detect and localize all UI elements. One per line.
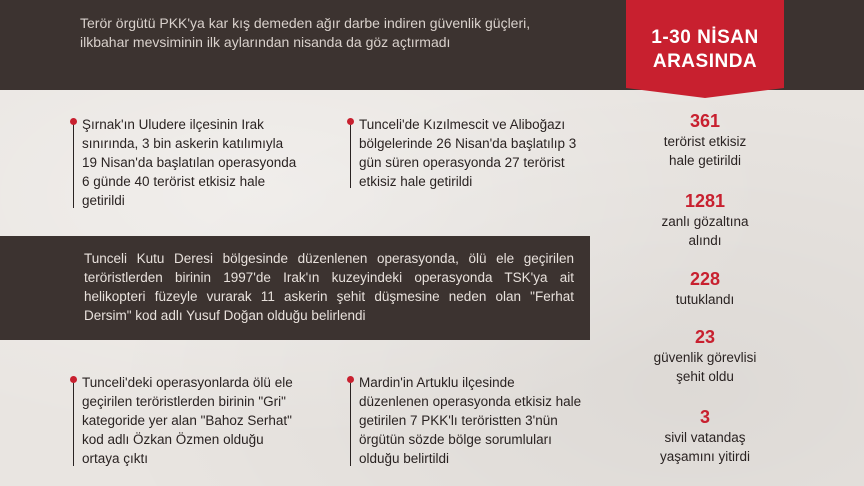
stat-number: 228 (689, 269, 721, 289)
tunceli-gri-text: Tunceli'deki operasyonlarda ölü ele geçirilen teröristlerden birinin "Gri" kategoride yer alan "Bahoz Serhat" kod adlı Özkan Özmen olduğu ortaya çıktı (82, 375, 293, 466)
timeline-line (73, 380, 74, 466)
stat-number: 3 (699, 407, 710, 427)
stat-number: 23 (694, 327, 716, 347)
timeline-line (350, 122, 351, 188)
kutu-deresi-text: Tunceli Kutu Deresi bölgesinde düzenlenen operasyonda, ölü ele geçirilen teröristlerden birinin 1997'de Irak'ın kuzeyindeki operasyonda TSK'ya ait helikopteri füzeyle vurarak 11 askerin şehit düşmesine neden olan "Ferhat Dersim" kod adlı Yusuf Doğan olduğu belirlendi (84, 251, 574, 323)
date-ribbon-tail (626, 88, 784, 98)
ribbon-line-1: 1-30 NİSAN (651, 27, 759, 48)
stat-detained (626, 190, 784, 250)
sirnak-operation-text: Şırnak'ın Uludere ilçesinin Irak sınırında, 3 bin askerin katılımıyla 19 Nisan'da başlatılan operasyonda 6 günde 40 terörist etkisiz hale getirildi (82, 117, 297, 208)
stat-civilians-died (626, 406, 784, 466)
ribbon-line-2: ARASINDA (652, 51, 758, 72)
bullet-dot (70, 376, 77, 383)
timeline-line (350, 380, 351, 466)
bullet-dot (70, 118, 77, 125)
stat-label: güvenlik görevlisi şehit oldu (653, 350, 757, 384)
intro-text: Terör örgütü PKK'ya kar kış demeden ağır darbe indiren güvenlik güçleri, ilkbahar mevsiminin ilk aylarından nisanda da göz açtırmadı (80, 15, 531, 50)
stat-label: tutuklandı (675, 292, 735, 307)
stat-number: 1281 (684, 191, 726, 211)
date-ribbon-label (626, 26, 784, 74)
bullet-dot (347, 376, 354, 383)
timeline-line (73, 122, 74, 208)
stat-arrested (626, 268, 784, 309)
stat-number: 361 (689, 111, 721, 131)
stat-security-martyred (626, 326, 784, 386)
tunceli-kizilmescit-text: Tunceli'de Kızılmescit ve Aliboğazı bölgelerinde 26 Nisan'da başlatılıp 3 gün süren operasyonda 27 terörist etkisiz hale getirildi (359, 117, 577, 189)
bullet-dot (347, 118, 354, 125)
stat-terrorists-neutralized (626, 110, 784, 170)
stat-label: sivil vatandaş yaşamını yitirdi (659, 430, 751, 464)
stat-label: terörist etkisiz hale getirildi (663, 134, 747, 168)
stat-label: zanlı gözaltına alındı (661, 214, 749, 248)
mardin-text: Mardin'in Artuklu ilçesinde düzenlenen operasyonda etkisiz hale getirilen 7 PKK'lı teröristten 3'nün örgütün sözde bölge sorumluları olduğu belirtildi (359, 375, 582, 466)
